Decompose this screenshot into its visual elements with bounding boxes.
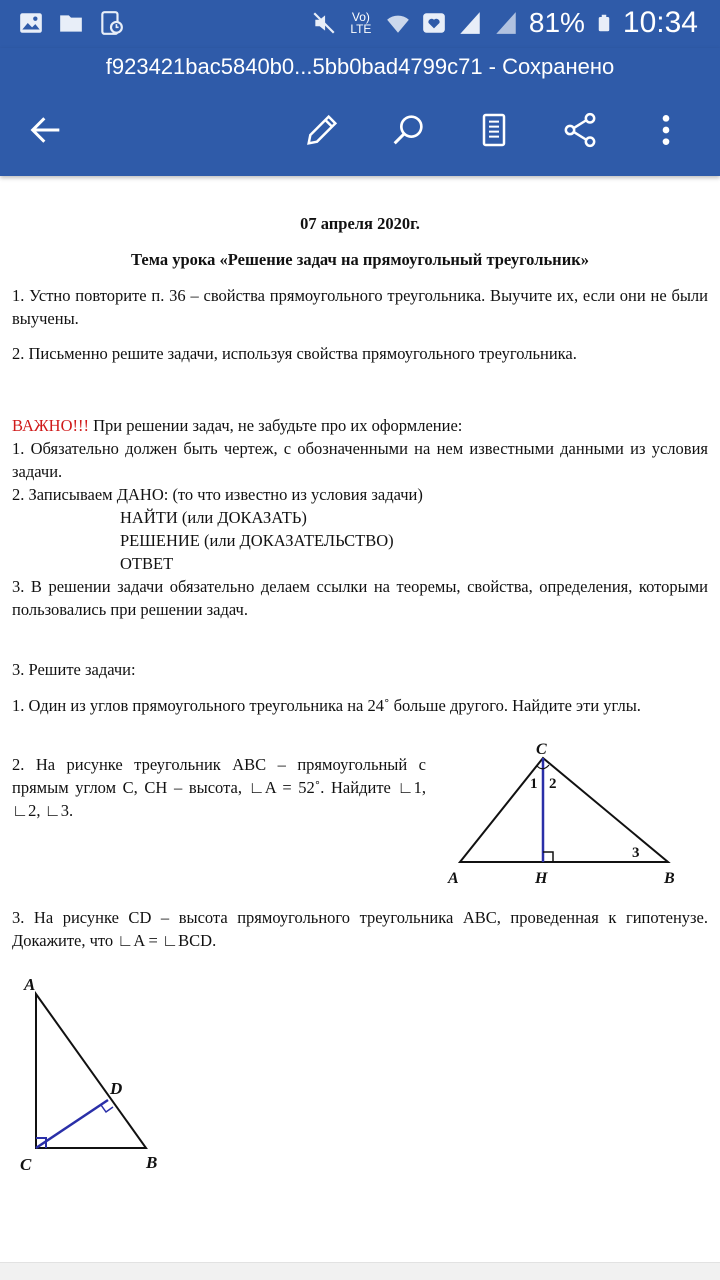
important-label: ВАЖНО!!! — [12, 416, 89, 435]
lesson-topic: Тема урока «Решение задач на прямоугольный треугольник» — [131, 250, 589, 269]
angle-label-3: 3 — [632, 845, 640, 861]
more-icon — [646, 110, 686, 150]
search-button[interactable] — [384, 106, 432, 154]
folder-icon — [58, 10, 84, 36]
search-icon — [388, 110, 428, 150]
label-d-2: D — [110, 1079, 123, 1098]
label-b-2: B — [146, 1153, 158, 1172]
signal-icon — [457, 10, 483, 36]
right-angle-mark-h — [543, 852, 553, 862]
rule-1: 1. Обязательно должен быть чертеж, с обозначенными на нем известными данными из условия задачи. — [12, 439, 708, 481]
status-bar — [0, 0, 720, 48]
reading-view-button[interactable] — [470, 106, 518, 154]
rule-2-solution: РЕШЕНИЕ (или ДОКАЗАТЕЛЬСТВО) — [120, 531, 394, 550]
wifi-icon — [385, 10, 411, 36]
battery-icon — [595, 10, 613, 36]
label-b: B — [664, 870, 675, 887]
heart-icon — [421, 10, 447, 36]
label-c-2: C — [20, 1155, 32, 1174]
important-note — [12, 414, 708, 437]
back-icon — [26, 110, 66, 150]
bottom-edge — [0, 1262, 720, 1280]
edit-icon — [302, 110, 342, 150]
task-3: 3. На рисунке CD – высота прямоугольного треугольника ABC, проведенная к гипотенузе. Докажите, что ∟A = ∟BCD. — [12, 908, 708, 950]
battery-percent: 81% — [528, 7, 585, 38]
tasks-heading: 3. Решите задачи: — [12, 660, 136, 679]
task-2: 2. На рисунке треугольник ABC – прямоугольный с прямым углом C, CH – высота, ∟A = 52˚. Найдите ∟1, ∟2, ∟3. — [12, 755, 426, 820]
app-bar — [0, 48, 720, 176]
triangle-abc-2 — [36, 994, 146, 1148]
more-button[interactable] — [642, 106, 690, 154]
label-h: H — [535, 870, 548, 887]
task-1: 1. Один из углов прямоугольного треугольника на 24˚ больше другого. Найдите эти углы. — [12, 696, 641, 715]
rule-3: 3. В решении задачи обязательно делаем ссылки на теоремы, свойства, определения, которыми пользовались при решении задач. — [12, 577, 708, 619]
angle-label-2: 2 — [549, 776, 557, 792]
rule-2-find: НАЙТИ (или ДОКАЗАТЬ) — [120, 508, 307, 527]
instruction-1: 1. Устно повторите п. 36 – свойства прямоугольного треугольника. Выучите их, если они не были выучены. — [12, 286, 708, 328]
angle-label-1: 1 — [530, 776, 538, 792]
back-button[interactable] — [22, 106, 70, 154]
figure-triangle-abc-altitude-cd — [12, 972, 192, 1182]
label-a-2: A — [24, 975, 36, 994]
lte-icon: Vo) LTE — [350, 10, 372, 36]
right-angle-mark-d — [101, 1105, 113, 1112]
document-title: f923421bac5840b0...5bb0bad4799c71 - Сохранено — [105, 54, 615, 79]
edit-button[interactable] — [298, 106, 346, 154]
signal-icon — [493, 10, 519, 36]
instruction-2: 2. Письменно решите задачи, используя свойства прямоугольного треугольника. — [12, 344, 577, 363]
label-c: C — [536, 741, 547, 758]
figure-triangle-abc-altitude-ch — [436, 738, 686, 888]
rule-2: 2. Записываем ДАНО: (то что известно из условия задачи) — [12, 485, 423, 504]
clock: 10:34 — [622, 6, 698, 39]
rule-2-answer: ОТВЕТ — [120, 554, 174, 573]
important-text: При решении задач, не забудьте про их оформление: — [88, 416, 463, 435]
label-a: A — [448, 870, 459, 887]
document-date: 07 апреля 2020г. — [300, 214, 420, 233]
share-button[interactable] — [556, 106, 604, 154]
image-icon — [18, 10, 44, 36]
mute-icon — [311, 10, 337, 36]
sync-icon — [98, 10, 124, 36]
share-icon — [560, 110, 600, 150]
reading-view-icon — [474, 110, 514, 150]
